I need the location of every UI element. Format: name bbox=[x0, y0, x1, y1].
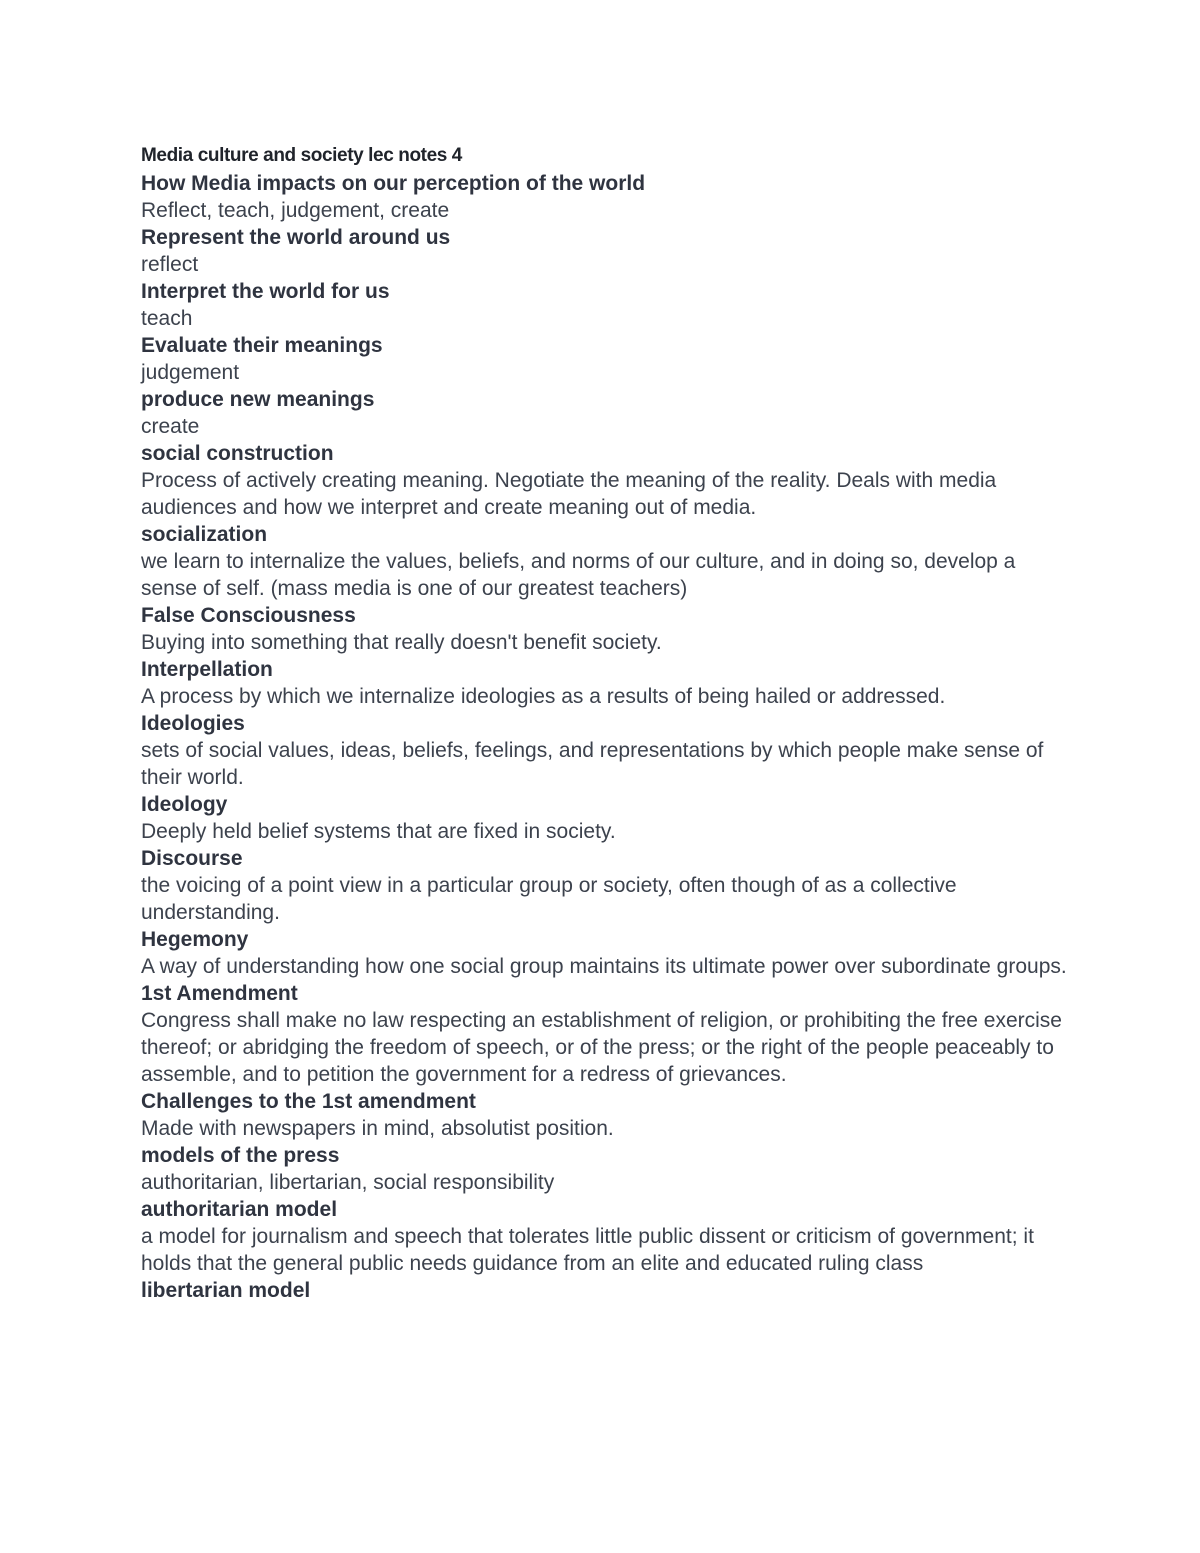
note-definition: create bbox=[141, 415, 200, 438]
note-entry bbox=[141, 1277, 1071, 1304]
note-entry bbox=[141, 332, 1071, 386]
note-definition: Made with newspapers in mind, absolutist position. bbox=[141, 1117, 614, 1140]
note-term: 1st Amendment bbox=[141, 982, 298, 1005]
note-definition: reflect bbox=[141, 253, 199, 276]
note-definition: Reflect, teach, judgement, create bbox=[141, 199, 450, 222]
note-definition: teach bbox=[141, 307, 193, 330]
note-term: False Consciousness bbox=[141, 604, 356, 627]
document-title: Media culture and society lec notes 4 bbox=[141, 145, 462, 166]
note-definition: A way of understanding how one social group maintains its ultimate power over subordinate groups. bbox=[141, 955, 1067, 978]
note-term: Represent the world around us bbox=[141, 226, 451, 249]
note-entry bbox=[141, 386, 1071, 440]
note-entry bbox=[141, 278, 1071, 332]
note-definition: Deeply held belief systems that are fixed in society. bbox=[141, 820, 616, 843]
note-definition: Process of actively creating meaning. Negotiate the meaning of the reality. Deals with media audiences and how we interpret and create meaning out of media. bbox=[141, 469, 997, 519]
note-entry bbox=[141, 521, 1071, 602]
note-entry bbox=[141, 656, 1071, 710]
note-definition: Congress shall make no law respecting an establishment of religion, or prohibiting the free exercise thereof; or abridging the freedom of speech, or of the press; or the right of the people peaceably to assemble, and to petition the government for a redress of grievances. bbox=[141, 1009, 1062, 1086]
note-entry bbox=[141, 980, 1071, 1088]
note-term: How Media impacts on our perception of the world bbox=[141, 172, 646, 195]
note-entry bbox=[141, 710, 1071, 791]
note-term: libertarian model bbox=[141, 1279, 311, 1302]
note-entry bbox=[141, 602, 1071, 656]
note-entry bbox=[141, 791, 1071, 845]
note-term: Interpellation bbox=[141, 658, 273, 681]
note-definition: authoritarian, libertarian, social responsibility bbox=[141, 1171, 555, 1194]
note-term: authoritarian model bbox=[141, 1198, 338, 1221]
note-term: produce new meanings bbox=[141, 388, 375, 411]
document-body bbox=[141, 142, 1071, 1304]
note-definition: judgement bbox=[141, 361, 240, 384]
note-entry bbox=[141, 224, 1071, 278]
note-term: Challenges to the 1st amendment bbox=[141, 1090, 476, 1113]
note-term: models of the press bbox=[141, 1144, 340, 1167]
note-definition: we learn to internalize the values, beliefs, and norms of our culture, and in doing so, develop a sense of self. (mass media is one of our greatest teachers) bbox=[141, 550, 1016, 600]
note-definition: sets of social values, ideas, beliefs, feelings, and representations by which people make sense of their world. bbox=[141, 739, 1044, 789]
note-definition: Buying into something that really doesn't benefit society. bbox=[141, 631, 662, 654]
note-term: Interpret the world for us bbox=[141, 280, 390, 303]
note-term: Ideology bbox=[141, 793, 228, 816]
note-definition: A process by which we internalize ideologies as a results of being hailed or addressed. bbox=[141, 685, 946, 708]
note-definition: a model for journalism and speech that tolerates little public dissent or criticism of government; it holds that the general public needs guidance from an elite and educated ruling class bbox=[141, 1225, 1034, 1275]
note-entry bbox=[141, 170, 1071, 224]
note-term: Evaluate their meanings bbox=[141, 334, 383, 357]
note-entry bbox=[141, 926, 1071, 980]
note-entry bbox=[141, 1196, 1071, 1277]
note-definition: the voicing of a point view in a particular group or society, often though of as a collective understanding. bbox=[141, 874, 957, 924]
note-entry bbox=[141, 1088, 1071, 1142]
note-term: Discourse bbox=[141, 847, 243, 870]
note-term: socialization bbox=[141, 523, 268, 546]
note-term: Hegemony bbox=[141, 928, 249, 951]
note-entry bbox=[141, 440, 1071, 521]
note-term: social construction bbox=[141, 442, 334, 465]
note-term: Ideologies bbox=[141, 712, 245, 735]
note-entry bbox=[141, 1142, 1071, 1196]
note-entry bbox=[141, 845, 1071, 926]
